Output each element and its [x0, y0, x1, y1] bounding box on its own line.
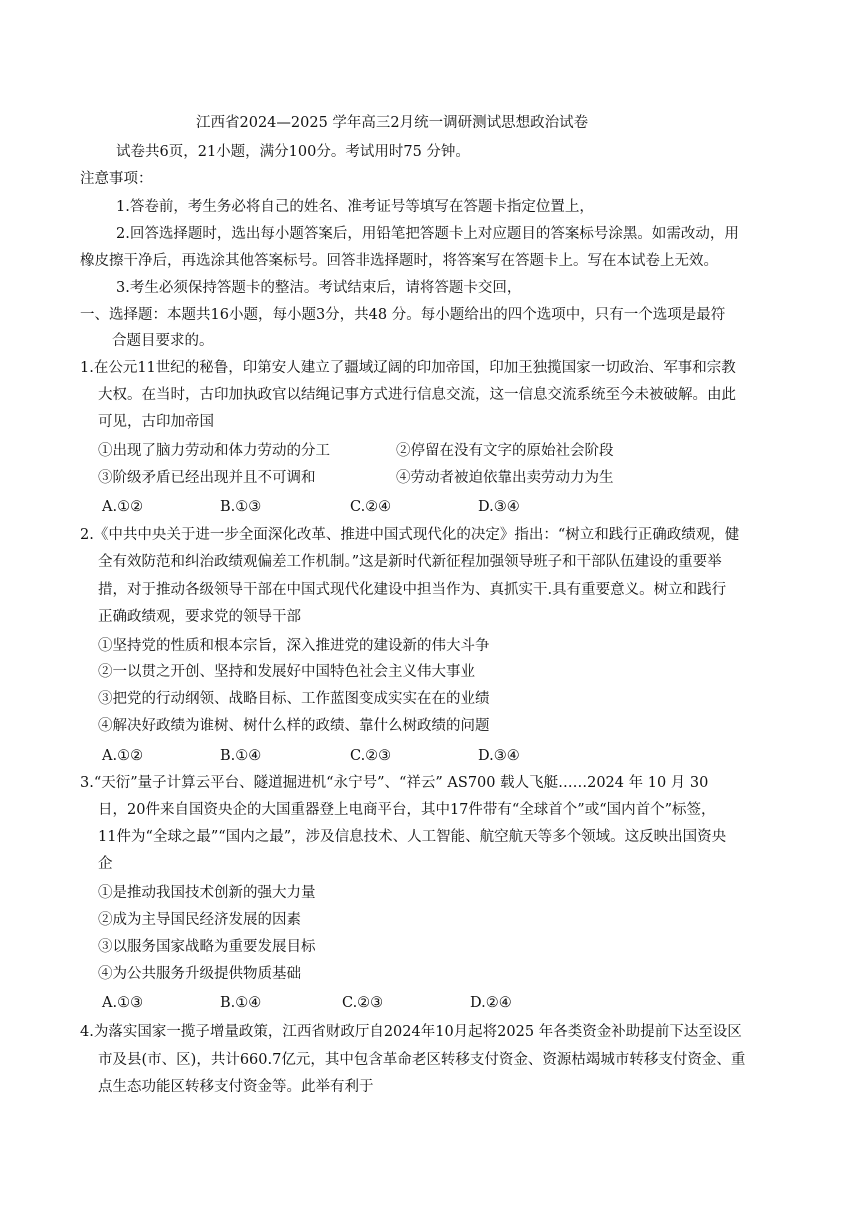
- question-2-option-d[interactable]: D.③④: [478, 748, 520, 764]
- question-1-option-b[interactable]: B.①③: [220, 499, 262, 515]
- notice-item-cont: 橡皮擦干净后，再选涂其他答案标号。回答非选择题时，将答案写在答题卡上。写在本试卷上无效。: [80, 253, 718, 269]
- question-2-stem: 全有效防范和纠治政绩观偏差工作机制。”这是新时代新征程加强领导班子和干部队伍建设的重要举: [98, 554, 722, 570]
- question-2-item: ④解决好政绩为谁树、树什么样的政绩、靠什么树政绩的问题: [98, 718, 490, 734]
- question-3-stem: 11件为“全球之最”“国内之最”，涉及信息技术、人工智能、航空航天等多个领域。这反映出国资央: [98, 829, 727, 845]
- section-heading-cont: 合题目要求的。: [112, 333, 214, 349]
- question-3-option-b[interactable]: B.①④: [220, 995, 262, 1011]
- question-3-stem: 企: [98, 856, 113, 872]
- question-3-item: ②成为主导国民经济发展的因素: [98, 912, 301, 928]
- notice-item: 1.答卷前，考生务必将自己的姓名、准考证号等填写在答题卡指定位置上，: [116, 199, 594, 215]
- question-2-option-b[interactable]: B.①④: [220, 748, 262, 764]
- question-3-item: ④为公共服务升级提供物质基础: [98, 966, 301, 982]
- exam-info: 试卷共6页，21小题，满分100分。考试用时75 分钟。: [116, 144, 470, 160]
- notice-item: 3.考生必须保持答题卡的整洁。考试结束后，请将答题卡交回，: [116, 280, 522, 296]
- question-3-option-d[interactable]: D.②④: [470, 995, 512, 1011]
- question-2-stem: 正确政绩观，要求党的领导干部: [98, 609, 301, 625]
- question-2-option-c[interactable]: C.②③: [350, 748, 392, 764]
- question-1-stem: 1.在公元11世纪的秘鲁，印第安人建立了疆域辽阔的印加帝国，印加王独揽国家一切政治、军事和宗教: [80, 360, 736, 376]
- question-3-option-a[interactable]: A.①③: [102, 995, 144, 1011]
- question-2-option-a[interactable]: A.①②: [102, 748, 144, 764]
- question-2-item: ①坚持党的性质和根本宗旨，深入推进党的建设新的伟大斗争: [98, 638, 490, 654]
- question-3-item: ①是推动我国技术创新的强大力量: [98, 885, 316, 901]
- question-2-item: ③把党的行动纲领、战略目标、工作蓝图变成实实在在的业绩: [98, 691, 490, 707]
- page-title: 江西省2024—2025 学年高三2月统一调研测试思想政治试卷: [196, 115, 589, 131]
- question-4-stem: 点生态功能区转移支付资金等。此举有利于: [98, 1079, 374, 1095]
- question-2-stem: 2.《中共中央关于进一步全面深化改革、推进中国式现代化的决定》指出：“树立和践行正确政绩观，健: [80, 527, 740, 543]
- question-2-stem: 措，对于推动各级领导干部在中国式现代化建设中担当作为、真抓实干.具有重要意义。树立和践行: [98, 582, 727, 598]
- question-1-item: ②停留在没有文字的原始社会阶段: [396, 443, 614, 459]
- question-4-stem: 市及县(市、区)，共计660.7亿元，其中包含革命老区转移支付资金、资源枯竭城市转移支付资金、重: [98, 1052, 746, 1068]
- question-3-item: ③以服务国家战略为重要发展目标: [98, 939, 316, 955]
- section-heading: 一、选择题：本题共16小题，每小题3分，共48 分。每小题给出的四个选项中，只有一个选项是最符: [80, 307, 726, 323]
- question-3-option-c[interactable]: C.②③: [342, 995, 384, 1011]
- question-1-stem: 可见，古印加帝国: [98, 414, 214, 430]
- question-3-stem: 日，20件来自国资央企的大国重器登上电商平台，其中17件带有“全球首个”或“国内首个”标签，: [98, 802, 716, 818]
- notice-item: 2.回答选择题时，选出每小题答案后，用铅笔把答题卡上对应题目的答案标号涂黑。如需改动，用: [116, 226, 739, 242]
- question-1-option-a[interactable]: A.①②: [102, 499, 144, 515]
- question-1-item: ④劳动者被迫依靠出卖劳动力为生: [396, 470, 614, 486]
- question-1-option-d[interactable]: D.③④: [478, 499, 520, 515]
- question-1-item: ①出现了脑力劳动和体力劳动的分工: [98, 443, 330, 459]
- question-1-item: ③阶级矛盾已经出现并且不可调和: [98, 470, 316, 486]
- question-4-stem: 4.为落实国家一揽子增量政策，江西省财政厅自2024年10月起将2025 年各类资金补助提前下达至设区: [80, 1024, 742, 1040]
- question-1-stem: 大权。在当时，古印加执政官以结绳记事方式进行信息交流，这一信息交流系统至今未被破解。由此: [98, 387, 736, 403]
- question-2-item: ②一以贯之开创、坚持和发展好中国特色社会主义伟大事业: [98, 664, 475, 680]
- question-3-stem: 3.“天衍”量子计算云平台、隧道掘进机“永宁号”、“祥云” AS700 载人飞艇……2024 年 10 月 30: [80, 775, 709, 791]
- notice-heading: 注意事项：: [80, 171, 153, 187]
- question-1-option-c[interactable]: C.②④: [350, 499, 392, 515]
